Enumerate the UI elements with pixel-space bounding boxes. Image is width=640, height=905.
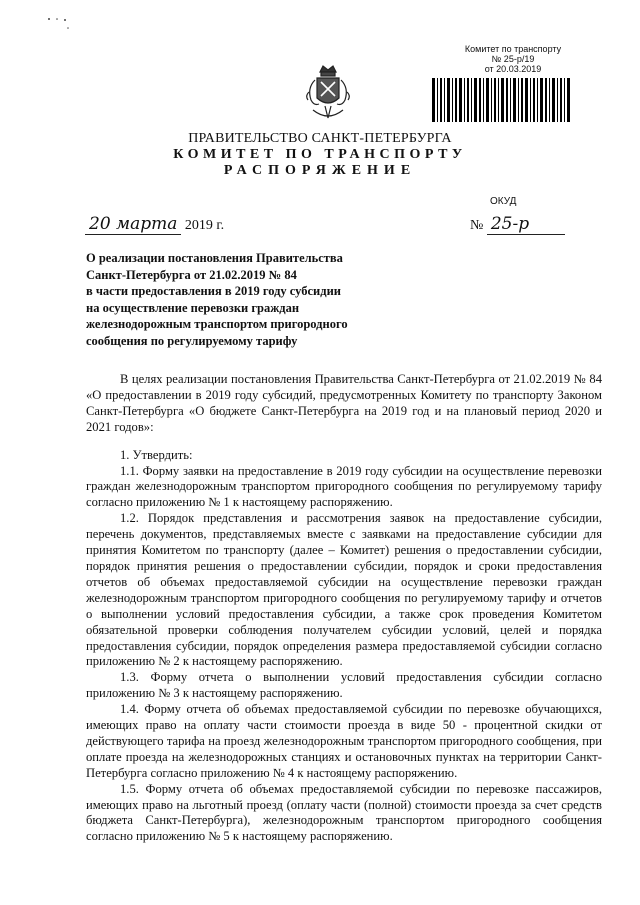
committee-heading: КОМИТЕТ ПО ТРАНСПОРТУ — [173, 147, 467, 162]
title-line: в части предоставления в 2019 году субсидии — [86, 284, 341, 299]
government-heading: ПРАВИТЕЛЬСТВО САНКТ-ПЕТЕРБУРГА — [188, 131, 452, 146]
item-paragraph: 1.1. Форму заявки на предоставление в 2019 году субсидии на осуществление перевозки граждан железнодорожным транспортом пригородного сообщения по регулируемому тарифу согласно приложению № 1 к настоящему распоряжению. — [86, 463, 602, 510]
intro-paragraph: В целях реализации постановления Правительства Санкт-Петербурга от 21.02.2019 № 84 «О предоставлении в 2019 году субсидий, предусмотренных Комитету по транспорту Законом Санкт-Петербурга «О бюджете Санкт-Петербурга на 2019 год и на плановый период 2020 и 2021 годов»: — [86, 372, 602, 434]
item-paragraph: 1.2. Порядок представления и рассмотрения заявок на предоставление субсидии, перечень документов, представляемых вместе с заявками на предоставление субсидии для принятия Комитетом по транспорту (далее – Комитет) решения о предоставлении субсидии, порядок принятия решения о предоставлении субсидии, порядок и сроки предоставления отчетов об объемах предоставляемой субсидии на осуществление перевозки граждан железнодорожным транспортом пригородного сообщения по регулируемому тарифу и отчетов о выполнении условий предоставления субсидии, а также срок проведения Комитетом обязательной проверки соблюдения получателем субсидии условий, целей и порядка предоставления субсидии, порядок определения размера предоставляемой субсидии согласно приложению № 2 к настоящему распоряжению. — [86, 511, 602, 669]
approve-paragraph: 1. Утвердить: — [120, 447, 193, 462]
title-line: О реализации постановления Правительства — [86, 251, 343, 265]
okud-label: ОКУД — [490, 196, 517, 207]
document-date — [85, 214, 224, 235]
stamp-line-1: Комитет по транспорту — [464, 44, 562, 54]
barcode — [432, 78, 570, 122]
title-line: Санкт-Петербурга от 21.02.2019 № 84 — [86, 267, 297, 282]
number-prefix: № — [470, 218, 484, 233]
document-type-heading: РАСПОРЯЖЕНИЕ — [223, 163, 417, 178]
registration-stamp — [458, 44, 568, 74]
item-paragraph: 1.4. Форму отчета об объемах предоставляемой субсидии по перевозке обучающихся, имеющих право на оплату части стоимости проезда в виде 50 - процентной скидки от действующего тарифа на проезд железнодорожным транспортом пригородного сообщения, при оплате проезда на железнодорожных станциях и остановочных пунктах на территории Санкт-Петербурга согласно приложению № 4 к настоящему распоряжению. — [86, 702, 602, 780]
date-year: 2019 г. — [184, 218, 225, 233]
title-line: на осуществление перевозки граждан — [86, 300, 300, 315]
item-paragraph: 1.5. Форму отчета об объемах предоставляемой субсидии по перевозке пассажиров, имеющих право на льготный проезд (оплату части (полной) стоимости проезда за счет средств бюджета Санкт-Петербурга), железнодорожным транспортом пригородного сообщения согласно приложению № 5 к настоящему распоряжению. — [86, 781, 602, 844]
handwritten-number: 25-р — [487, 214, 565, 235]
title-line: железнодорожным транспортом пригородного — [86, 317, 348, 332]
document-body — [86, 372, 602, 845]
document-title — [86, 250, 386, 350]
scan-specks — [43, 16, 73, 32]
stamp-line-3: от 20.03.2019 — [484, 64, 542, 74]
coat-of-arms-emblem — [305, 62, 351, 124]
stamp-line-2: № 25-р/19 — [491, 54, 535, 64]
document-number — [470, 214, 565, 235]
handwritten-date: 20 марта — [85, 214, 181, 235]
item-paragraph: 1.3. Форму отчета о выполнении условий предоставления субсидии согласно приложению № 3 к настоящему распоряжению. — [86, 670, 602, 701]
title-line: сообщения по регулируемому тарифу — [86, 333, 298, 348]
